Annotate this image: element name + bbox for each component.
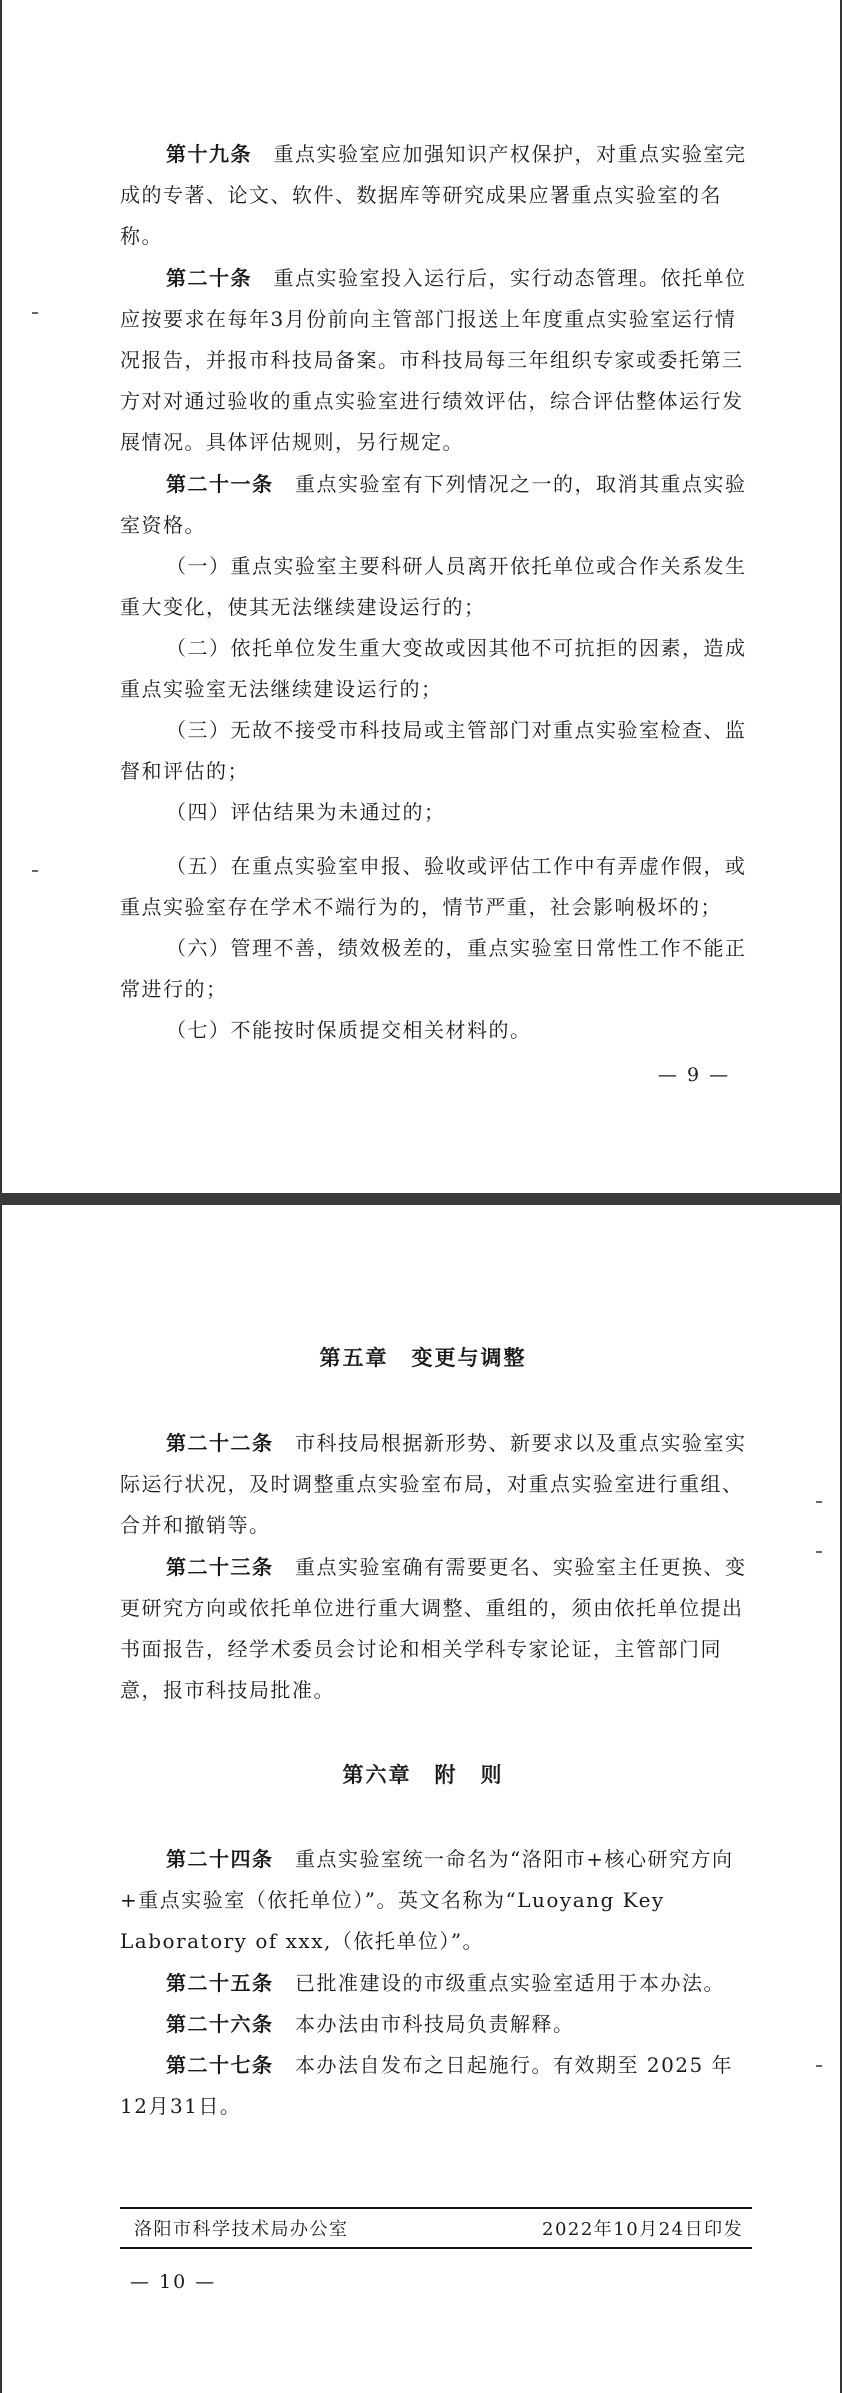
article-text: 重点实验室投入运行后，实行动态管理。依托单位应按要求在每年3月份前向主管部门报送上年度重点实验室运行情况报告，并报市科技局备案。市科技局每三年组织专家或委托第三方对对通过验收的重点实验室进行绩效评估，综合评估整体运行发展情况。具体评估规则，另行规定。 — [120, 266, 747, 454]
page-number: — 10 — — [130, 2271, 217, 2293]
article-number: 第二十一条 — [166, 472, 274, 496]
scan-mark — [32, 312, 38, 314]
chapter-heading: 第六章 附 则 — [342, 1762, 504, 1787]
page-separator — [0, 1193, 842, 1205]
article-text: 重点实验室统一命名为“洛阳市+核心研究方向+重点实验室（依托单位）”。英文名称为“Luoyang Key Laboratory of xxx,（依托单位）”。 — [120, 1847, 734, 1953]
scan-mark — [816, 2065, 822, 2067]
list-item — [120, 846, 750, 928]
list-item-text: （四）评估结果为未通过的； — [166, 800, 446, 824]
document-page-9 — [0, 0, 842, 1193]
list-item-text: （三）无故不接受市科技局或主管部门对重点实验室检查、监督和评估的； — [120, 718, 747, 783]
scan-mark — [32, 870, 38, 872]
footer-bottom-rule — [120, 2247, 752, 2249]
list-item-text: （五）在重点实验室申报、验收或评估工作中有弄虚作假，或重点实验室存在学术不端行为的，情节严重，社会影响极坏的； — [120, 854, 747, 919]
article-text: 重点实验室确有需要更名、实验室主任更换、变更研究方向或依托单位进行重大调整、重组的，须由依托单位提出书面报告，经学术委员会讨论和相关学科专家论证，主管部门同意，报市科技局批准。 — [120, 1555, 747, 1702]
article-paragraph — [120, 464, 750, 546]
list-item — [120, 546, 750, 628]
article-paragraph — [120, 258, 750, 463]
issuing-office: 洛阳市科学技术局办公室 — [134, 2219, 349, 2240]
list-item — [120, 628, 750, 710]
article-text: 市科技局根据新形势、新要求以及重点实验室实际运行状况，及时调整重点实验室布局，对重点实验室进行重组、合并和撤销等。 — [120, 1431, 747, 1537]
article-paragraph — [120, 2004, 750, 2045]
article-paragraph — [120, 1547, 750, 1711]
scan-mark — [816, 1501, 822, 1503]
footer-top-rule — [120, 2207, 752, 2209]
article-text: 已批准建设的市级重点实验室适用于本办法。 — [295, 1971, 725, 1995]
article-text: 本办法由市科技局负责解释。 — [295, 2012, 575, 2036]
document-page-10 — [0, 1205, 842, 2393]
article-text: 重点实验室有下列情况之一的，取消其重点实验室资格。 — [120, 472, 747, 537]
article-text: 重点实验室应加强知识产权保护，对重点实验室完成的专著、论文、软件、数据库等研究成果应署重点实验室的名称。 — [120, 142, 747, 248]
list-item — [120, 1010, 750, 1051]
issue-date: 2022年10月24日印发 — [542, 2219, 744, 2240]
scan-mark — [816, 1551, 822, 1553]
article-number: 第十九条 — [166, 142, 252, 166]
page-number: — 9 — — [658, 1064, 731, 1086]
article-number: 第二十五条 — [166, 1971, 274, 1995]
list-item — [120, 710, 750, 792]
article-number: 第二十条 — [166, 266, 252, 290]
article-paragraph — [120, 1963, 750, 2004]
article-number: 第二十六条 — [166, 2012, 274, 2036]
list-item-text: （六）管理不善，绩效极差的，重点实验室日常性工作不能正常进行的； — [120, 936, 747, 1001]
list-item-text: （七）不能按时保质提交相关材料的。 — [166, 1018, 532, 1042]
list-item-text: （二）依托单位发生重大变故或因其他不可抗拒的因素，造成重点实验室无法继续建设运行的； — [120, 636, 747, 701]
article-paragraph — [120, 134, 750, 257]
article-number: 第二十三条 — [166, 1555, 274, 1579]
article-number: 第二十七条 — [166, 2053, 274, 2077]
article-paragraph — [120, 1839, 750, 1962]
article-number: 第二十二条 — [166, 1431, 274, 1455]
list-item-text: （一）重点实验室主要科研人员离开依托单位或合作关系发生重大变化，使其无法继续建设运行的； — [120, 554, 747, 619]
list-item — [120, 928, 750, 1010]
article-paragraph — [120, 2045, 750, 2127]
chapter-heading: 第五章 变更与调整 — [319, 1345, 527, 1370]
article-text: 本办法自发布之日起施行。有效期至 2025 年12月31日。 — [120, 2053, 734, 2118]
article-paragraph — [120, 1423, 750, 1546]
article-number: 第二十四条 — [166, 1847, 274, 1871]
list-item — [120, 792, 750, 833]
